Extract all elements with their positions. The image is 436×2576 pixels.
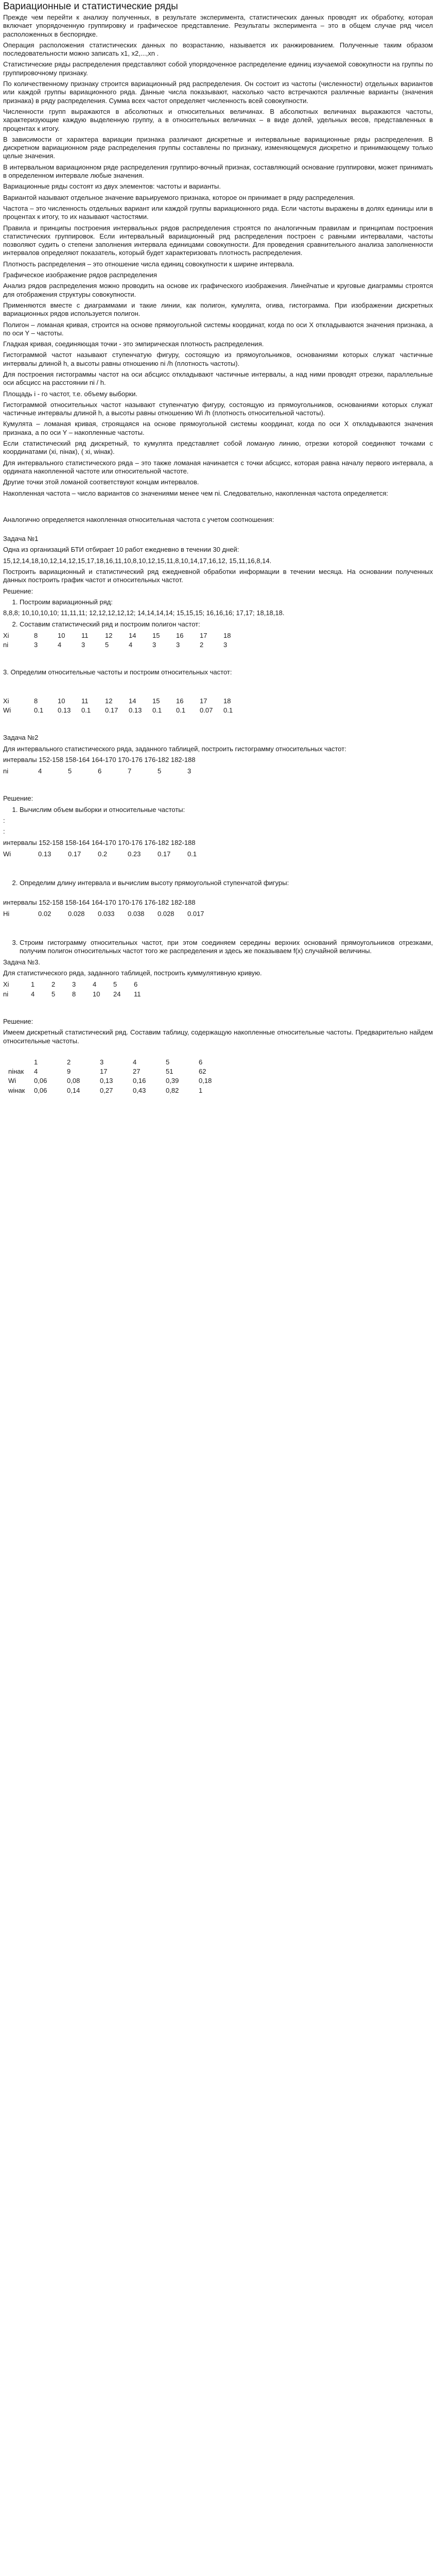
table-cell: 62: [199, 1067, 206, 1076]
paragraph: В интервальном вариационном ряде распределения группиро-вочный признак, составляющий основание группировки, может принимать в определенном интервале любые значения.: [3, 163, 433, 180]
table-cell: Wi: [3, 706, 11, 714]
table-row: [3, 631, 247, 640]
formula-colon: :: [3, 817, 5, 825]
table-cell: 3: [152, 641, 156, 649]
table-row: [8, 1086, 232, 1095]
table-cell: 0,08: [67, 1077, 80, 1085]
paragraph: 3. Определим относительные частоты и построим относительных частот:: [3, 668, 232, 676]
table-cell: 3: [187, 767, 191, 775]
table-cell: 0.17: [105, 706, 118, 714]
table-cell: 0.1: [187, 850, 197, 858]
table-cell: 15: [152, 697, 160, 705]
paragraph: Полигон – ломаная кривая, строится на основе прямоугольной системы координат, когда по оси X откладываются значения признака, а по оси Y – частоты.: [3, 320, 433, 337]
table-cell: 0.017: [187, 909, 204, 918]
table-row: [8, 1067, 232, 1076]
table-cell: 5: [158, 767, 162, 775]
step: 2. Составим статистический ряд и построим полигон частот:: [20, 620, 433, 629]
step: 1. Вычислим объем выборки и относительные частоты:: [20, 806, 433, 814]
table-cell: 0.1: [223, 706, 233, 714]
paragraph: Накопленная частота – число вариантов со значениями менее чем ni. Следовательно, накопленная частота определяется:: [3, 489, 388, 497]
table-cell: 16: [176, 631, 184, 639]
article-title: Вариационные и статистические ряды: [3, 1, 178, 12]
frequency-table: [3, 631, 247, 650]
table-cell: Xi: [3, 980, 9, 989]
table-cell: 0.23: [128, 850, 141, 858]
solution-label: Решение:: [3, 1017, 33, 1025]
table-cell: 3: [176, 641, 180, 649]
table-row: [8, 1076, 232, 1086]
table-row: [3, 980, 154, 989]
table-cell: 8: [72, 990, 76, 998]
solution-label: Решение:: [3, 794, 33, 803]
table-cell: 0.028: [68, 909, 85, 918]
table-cell: 0.033: [98, 909, 115, 918]
table-cell: 4: [34, 1067, 38, 1076]
table-cell: 3: [72, 980, 76, 989]
formula-colon: :: [3, 827, 5, 836]
paragraph: Применяются вместе с диаграммами и такие линии, как полигон, кумулята, огива, гистограмма. При изображении дискретных вариационных рядов используется полигон.: [3, 301, 433, 318]
table-cell: 4: [31, 990, 35, 998]
paragraph: Для построения гистограммы частот на оси абсцисс откладывают частичные интервалы, а над ними проводят отрезки, параллельные оси абсцисс на расстоянии ni / h.: [3, 370, 433, 387]
article: [0, 0, 436, 1095]
table-cell: 12: [105, 631, 113, 639]
paragraph: Гистограммой относительных частот называют ступенчатую фигуру, состоящую из прямоугольников, основаниями которых служат частичные интервалы длиной h, а высоты равны отношению Wi /h (плотность относительной частоты).: [3, 400, 433, 417]
table-cell: 0.07: [200, 706, 213, 714]
figure-placeholder: [3, 718, 433, 734]
table-cell: 4: [133, 1058, 137, 1066]
paragraph: Другие точки этой ломаной соответствуют концам интервалов.: [3, 478, 199, 486]
table-cell: 0,39: [166, 1077, 179, 1085]
paragraph: Если статистический ряд дискретный, то кумулята представляет собой ломаную линию, отрезки которой соединяют точками с координатами (xi, niнак), ( xi, wiнак).: [3, 439, 433, 456]
table-cell: 17: [200, 631, 207, 639]
table-cell: 0.2: [98, 850, 108, 858]
paragraph: Одна из организаций БТИ отбирает 10 работ ежедневно в течении 30 дней:: [3, 546, 239, 554]
task-title: Задача №3.: [3, 958, 41, 966]
table-cell: 0.1: [176, 706, 186, 714]
table-cell: 7: [128, 767, 132, 775]
table-cell: 0,82: [166, 1086, 179, 1094]
table-cell: 10: [93, 990, 100, 998]
table-cell: 0.13: [38, 850, 51, 858]
table-cell: 2: [51, 980, 56, 989]
table-cell: ni: [3, 767, 9, 775]
table-row: [3, 697, 247, 706]
steps-list: [3, 620, 433, 629]
task-title: Задача №1: [3, 535, 39, 543]
steps-list: [3, 598, 433, 606]
table-cell: ni: [3, 641, 9, 649]
table-cell: 0.038: [128, 909, 145, 918]
table-cell: 3: [81, 641, 85, 649]
table-cell: Hi: [3, 909, 10, 918]
table-row: [8, 1058, 232, 1067]
table-cell: 0.1: [152, 706, 162, 714]
table-cell: 6: [98, 767, 102, 775]
table-cell: 8: [34, 631, 38, 639]
table-cell: Xi: [3, 697, 9, 705]
spacer: [3, 527, 433, 535]
table-cell: 0,43: [133, 1086, 146, 1094]
table-cell: 12: [105, 697, 113, 705]
spacer: [3, 779, 433, 794]
table-row: [3, 640, 247, 650]
interval-relative-frequency-table: [3, 850, 217, 859]
section-heading: Графическое изображение рядов распределения: [3, 271, 157, 279]
table-cell: 14: [129, 631, 136, 639]
figure-placeholder: [3, 922, 433, 937]
table-cell: 14: [129, 697, 136, 705]
table-cell: 9: [67, 1067, 71, 1076]
paragraph: Для статистического ряда, заданного таблицей, построить куммулятивную кривую.: [3, 969, 262, 977]
table-cell: 5: [68, 767, 72, 775]
paragraph: Площадь i - го частот, т.е. объему выборки.: [3, 389, 138, 398]
table-cell: 17: [100, 1067, 108, 1076]
table-cell: Xi: [3, 631, 9, 639]
table-cell: [8, 1058, 34, 1067]
paragraph: Вариантой называют отдельное значение варьируемого признака, которое он принимает в ряду распределения.: [3, 193, 355, 201]
interval-frequency-table: [3, 767, 217, 776]
table-cell: 1: [34, 1058, 38, 1066]
table-cell: 10: [58, 631, 65, 639]
table-cell: 11: [81, 631, 89, 639]
table-row: [3, 990, 154, 999]
table-cell: 6: [134, 980, 138, 989]
paragraph: Для интервального статистического ряда – это также ломаная начинается с точки абсцисс, которая равна началу первого интервала, а ордината накопленной частоте или относительной частоте.: [3, 459, 433, 475]
paragraph: Для интервального статистического ряда, заданного таблицей, построить гистограмму относительных частот:: [3, 744, 346, 753]
interval-height-table: [3, 909, 217, 919]
table-row: [3, 909, 217, 919]
paragraph: Анализ рядов распределения можно проводить на основе их графического изображения. Линейчатые и круговые диаграммы строятся для отображения структуры совокупности.: [3, 282, 433, 298]
solution-label: Решение:: [3, 587, 33, 595]
table-cell: 17: [200, 697, 207, 705]
table-cell: 0.1: [81, 706, 91, 714]
table-cell: 11: [134, 990, 141, 998]
table-cell: 4: [93, 980, 97, 989]
table-cell: 18: [223, 697, 231, 705]
table-cell: 2: [67, 1058, 71, 1066]
spacer: [3, 1048, 433, 1056]
table-row: [3, 767, 217, 776]
discrete-series-table: [3, 980, 154, 999]
table-cell: 5: [113, 980, 117, 989]
paragraph: Аналогично определяется накопленная относительная частота с учетом соотношения:: [3, 515, 274, 523]
table-cell: 8: [34, 697, 38, 705]
table-cell: 4: [58, 641, 62, 649]
cumulative-table: [8, 1058, 232, 1095]
figure-placeholder: [3, 680, 433, 695]
table-row: [3, 850, 217, 859]
paragraph: Построить вариационный и статистический ряд ежедневной обработки информации в течении месяца. На основании полученных данных построить график частот и относительных частот.: [3, 568, 433, 584]
step: 1. Построим вариационный ряд:: [20, 598, 433, 606]
paragraph: Правила и принципы построения интервальных рядов распределения строятся по аналогичным правилам и принципам построения статистических группировок. Если интервальный вариационный ряд распределения построен с равными интервалами, частоты позволяют судить о степени заполнения интервала единицами совокупности. Для проведения сравнительного анализа заполненности интервалов определяют показатель, который будет характеризовать плотность распределения.: [3, 224, 433, 257]
intervals-row: интервалы 152-158 158-164 164-170 170-176 176-182 182-188: [3, 838, 196, 846]
spacer: [3, 890, 433, 899]
table-cell: wiнак: [8, 1086, 25, 1094]
table-cell: 16: [176, 697, 184, 705]
table-cell: 0.17: [158, 850, 171, 858]
table-cell: 0.13: [58, 706, 71, 714]
table-cell: 1: [199, 1086, 203, 1094]
paragraph: Гладкая кривая, соединяющая точки - это эмпирическая плотность распределения.: [3, 340, 264, 348]
table-cell: 0.1: [34, 706, 44, 714]
task-title: Задача №2: [3, 734, 39, 742]
table-cell: 0,27: [100, 1086, 113, 1094]
table-cell: 4: [38, 767, 42, 775]
paragraph: Прежде чем перейти к анализу полученных, в результате эксперимента, статистических данных проводят их обработку, которая включает упорядоченную группировку и графическое представление. Результаты эксперимента – это в общем случае ряд чисел расположенных в беспорядке.: [3, 13, 433, 38]
formula-placeholder: [3, 500, 433, 516]
table-cell: 5: [51, 990, 56, 998]
table-cell: 0,06: [34, 1086, 47, 1094]
table-cell: 18: [223, 631, 231, 639]
table-cell: niнак: [8, 1067, 24, 1076]
table-cell: 5: [105, 641, 109, 649]
table-cell: 0.02: [38, 909, 51, 918]
paragraph: Частота – это численность отдельных вариант или каждой группы вариационного ряда. Если частоты выражены в долях единицы или в процентах к итогу, то их называют частостями.: [3, 204, 433, 221]
table-cell: 24: [113, 990, 121, 998]
table-cell: ni: [3, 990, 9, 998]
steps-list: [3, 939, 433, 956]
table-cell: 3: [223, 641, 228, 649]
table-cell: 0,06: [34, 1077, 47, 1085]
table-cell: 11: [81, 697, 89, 705]
table-row: [3, 706, 247, 715]
steps-list: [3, 879, 433, 887]
intervals-row: интервалы 152-158 158-164 164-170 170-176 176-182 182-188: [3, 898, 196, 906]
step: 2. Определим длину интервала и вычислим высоту прямоугольной ступенчатой фигуры:: [20, 879, 433, 887]
table-cell: 0.028: [158, 909, 175, 918]
table-cell: 27: [133, 1067, 141, 1076]
table-cell: 0.13: [129, 706, 142, 714]
paragraph: Кумулята – ломаная кривая, строящаяся на основе прямоугольной системы координат, когда по оси X откладываются значения признака, а по оси Y – накопленные частоты.: [3, 420, 433, 436]
table-cell: 10: [58, 697, 65, 705]
relative-frequency-table: [3, 697, 247, 716]
data-list: 15,12,14,18,10,12,14,12,15,17,18,16,11,10,8,10,12,15,11,8,10,14,17,16,12, 15,11,16,8,14.: [3, 556, 272, 565]
spacer: [3, 1002, 433, 1018]
table-cell: 2: [200, 641, 204, 649]
paragraph: В зависимости от характера вариации признака различают дискретные и интервальные вариационные ряды распределения. В дискретном вариационном ряде распределения группы составлены по признаку, изменяющемуся дискретно и принимающему только целые значения.: [3, 135, 433, 160]
figure-placeholder: [3, 653, 433, 668]
paragraph: По количественному признаку строится вариационный ряд распределения. Он состоит из частоты (численности) отдельных вариантов или каждой группы вариационного ряда. Данные числа показывают, насколько часто встречаются различные варианты (значения признака) в ряду распределения. Сумма всех частот определяет численность всей совокупности.: [3, 80, 433, 105]
paragraph: Имеем дискретный статистический ряд. Составим таблицу, содержащую накопленные относительные частоты. Предварительно найдем относительные частоты.: [3, 1028, 433, 1045]
paragraph: Гистограммой частот называют ступенчатую фигуру, состоящую из прямоугольников, основаниями которых служат частичные интервалы длиной h, а высоты равны отношению ni /h (плотность частоты).: [3, 351, 433, 367]
table-cell: 1: [31, 980, 35, 989]
paragraph: Плотность распределения – это отношение числа единиц совокупности к ширине интервала.: [3, 260, 294, 268]
table-cell: Wi: [3, 850, 11, 858]
table-cell: 0,14: [67, 1086, 80, 1094]
steps-list: [3, 806, 433, 814]
paragraph: Численности групп выражаются в абсолютных и относительных величинах. В абсолютных величинах выражаются частоты, характеризующие каждую выделенную группу, а в относительных величинах – в виде долей, удельных весов, представленных в процентах к итогу.: [3, 107, 433, 132]
table-cell: 0,18: [199, 1077, 212, 1085]
table-cell: 3: [34, 641, 38, 649]
table-cell: 15: [152, 631, 160, 639]
intervals-row: интервалы 152-158 158-164 164-170 170-176 176-182 182-188: [3, 755, 196, 764]
table-cell: 4: [129, 641, 133, 649]
table-cell: 6: [199, 1058, 203, 1066]
step: 3. Строим гистограмму относительных частот, при этом соединяем середины верхних оснований прямоугольников отрезками, получим полигон относительных частот того же распределения и здесь же показываем f(x) случайной величины.: [20, 939, 433, 956]
table-cell: 51: [166, 1067, 173, 1076]
table-cell: 3: [100, 1058, 104, 1066]
table-cell: 0,13: [100, 1077, 113, 1085]
table-cell: 0,16: [133, 1077, 146, 1085]
table-cell: 5: [166, 1058, 170, 1066]
table-cell: 0.17: [68, 850, 81, 858]
paragraph: Вариационные ряды состоят из двух элементов: частоты и варианты.: [3, 182, 221, 191]
spacer: [3, 862, 433, 877]
variation-series: 8,8,8; 10,10,10,10; 11,11,11; 12,12,12,12,12; 14,14,14,14; 15,15,15; 16,16,16; 17,17; 18,18,18.: [3, 609, 285, 617]
table-cell: Wi: [8, 1077, 16, 1085]
paragraph: Операция расположения статистических данных по возрастанию, называется их ранжированием. Полученные таким образом последовательности можно записать х1, х2,...,хn .: [3, 41, 433, 58]
paragraph: Статистические ряды распределения представляют собой упорядоченное распределение единиц изучаемой совокупности на группы по группировочному признаку.: [3, 60, 433, 77]
